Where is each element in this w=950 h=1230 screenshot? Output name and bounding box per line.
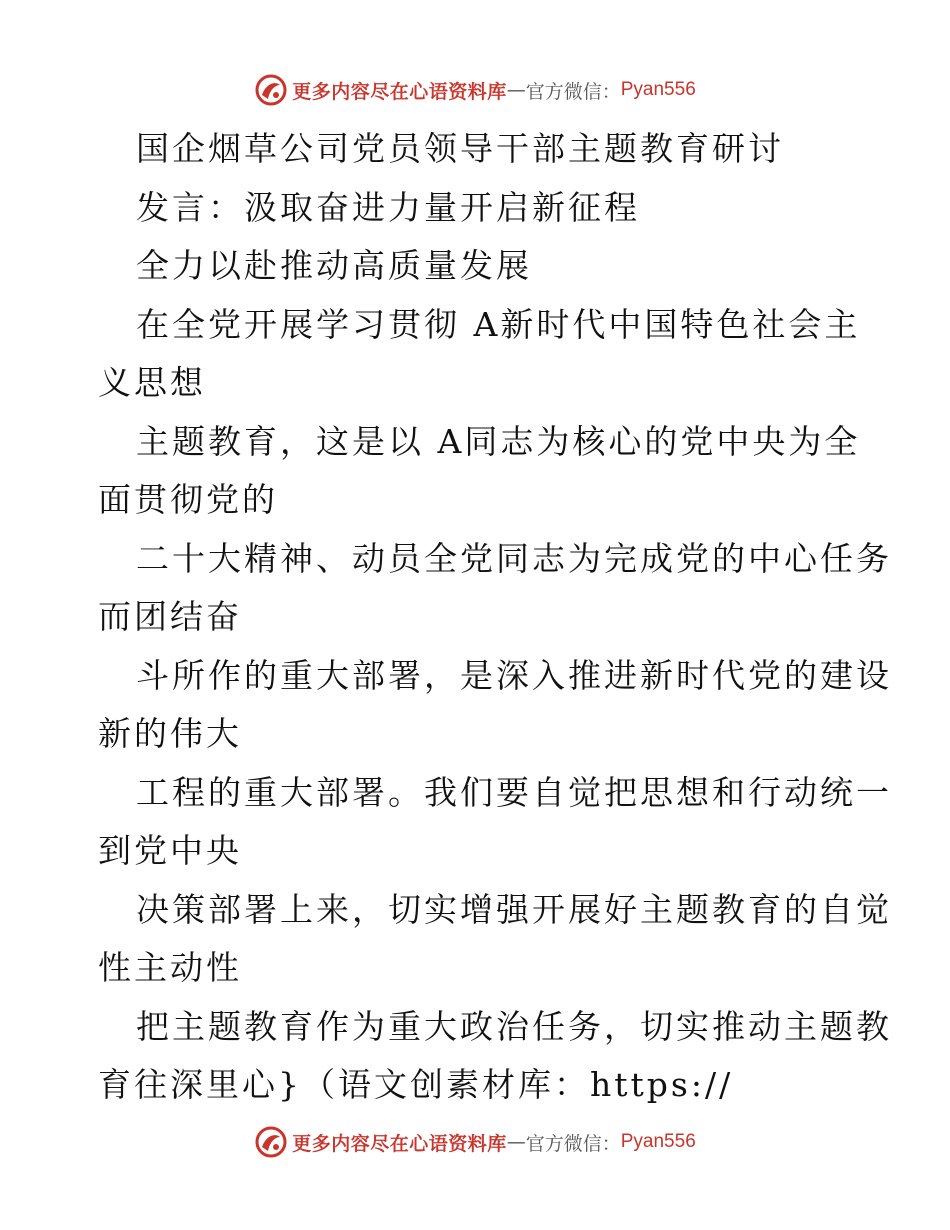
title-line-2: 发言：汲取奋进力量开启新征程 — [136, 187, 640, 227]
paragraph-line: 斗所作的重大部署，是深入推进新时代党的建设 — [136, 655, 892, 695]
header-watermark — [0, 72, 950, 108]
watermark-main-text: 更多内容尽在心语资料库 — [292, 1132, 507, 1155]
paragraph-line: 新的伟大 — [98, 714, 242, 753]
watermark-wechat-label: 官方微信： — [525, 80, 621, 103]
paragraph-line: 面贯彻党的 — [98, 480, 278, 519]
document-body — [98, 120, 892, 1115]
watermark-separator: — — [506, 79, 526, 101]
paragraph-line: 把主题教育作为重大政治任务，切实推动主题教 — [136, 1006, 892, 1046]
watermark-main-text: 更多内容尽在心语资料库 — [292, 80, 507, 103]
paragraph-line: 性主动性 — [98, 948, 242, 987]
paragraph-line: 工程的重大部署。我们要自觉把思想和行动统一 — [136, 772, 892, 812]
paragraph-line: 决策部署上来，切实增强开展好主题教育的自觉 — [136, 889, 892, 929]
footer-watermark — [0, 1124, 950, 1160]
paragraph-line: 二十大精神、动员全党同志为完成党的中心任务 — [136, 538, 892, 578]
paragraph-line: 育往深里心}（语文创素材库：https:// — [98, 1065, 734, 1104]
paragraph-line: 主题教育，这是以 A同志为核心的党中央为全 — [136, 421, 861, 461]
paragraph-line: 义思想 — [98, 363, 206, 402]
watermark-separator: — — [506, 1131, 526, 1153]
red-swirl-logo-icon — [254, 73, 288, 107]
paragraph-line: 到党中央 — [98, 831, 242, 870]
paragraph-line: 在全党开展学习贯彻 A新时代中国特色社会主 — [136, 304, 861, 344]
red-swirl-logo-icon — [254, 1125, 288, 1159]
watermark-wechat-label: 官方微信： — [525, 1132, 621, 1155]
watermark-wechat-id: Pyan556 — [620, 79, 696, 100]
title-line-3: 全力以赴推动高质量发展 — [136, 246, 532, 285]
title-line-1: 国企烟草公司党员领导干部主题教育研讨 — [136, 129, 784, 168]
paragraph-line: 而团结奋 — [98, 597, 242, 636]
watermark-wechat-id: Pyan556 — [620, 1131, 696, 1152]
